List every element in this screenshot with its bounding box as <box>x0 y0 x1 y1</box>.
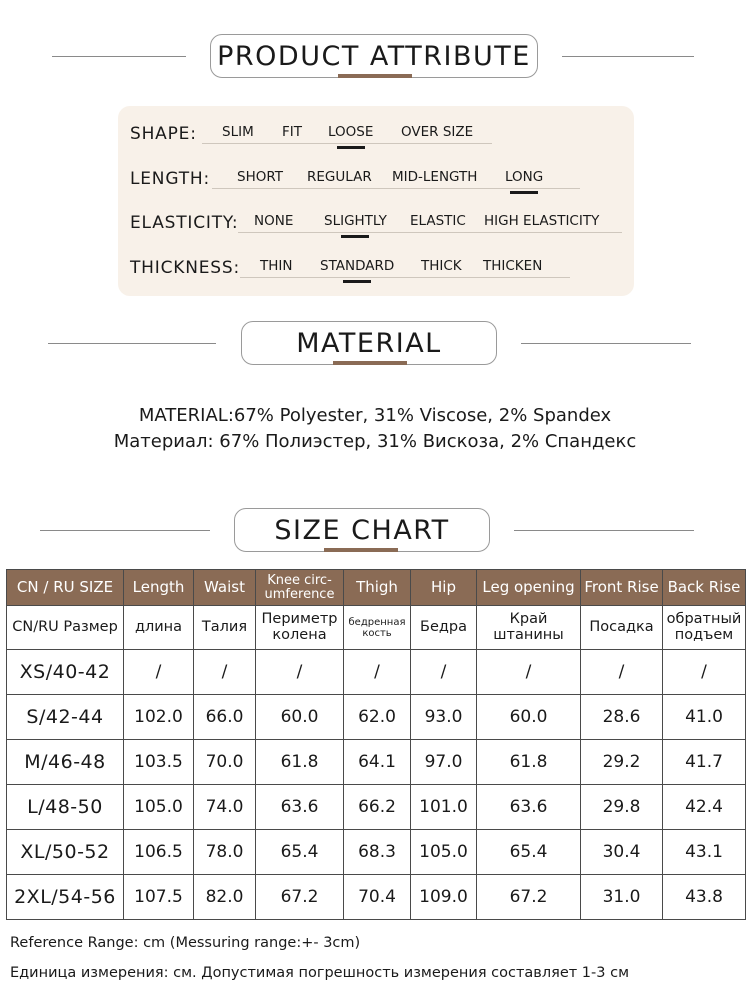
value-cell: 105.0 <box>411 830 477 875</box>
value-cell: 41.0 <box>663 695 746 740</box>
value-cell: / <box>477 650 581 695</box>
header-cell: Thigh <box>344 570 411 606</box>
header-cell-ru: бедренная кость <box>344 606 411 650</box>
size-cell: XS/40-42 <box>7 650 124 695</box>
divider-line-right <box>521 343 691 344</box>
attribute-label: LENGTH: <box>130 169 210 189</box>
value-cell: / <box>663 650 746 695</box>
value-cell: 70.4 <box>344 875 411 920</box>
attribute-option-selected: SLIGHTLY <box>324 213 387 229</box>
size-cell: S/42-44 <box>7 695 124 740</box>
header-cell-ru: Край штанины <box>477 606 581 650</box>
divider-line-right <box>514 530 694 531</box>
attribute-option: REGULAR <box>307 169 372 185</box>
section-title-size-chart: SIZE CHART <box>234 508 490 552</box>
header-cell: Length <box>124 570 194 606</box>
value-cell: 65.4 <box>256 830 344 875</box>
value-cell: 31.0 <box>581 875 663 920</box>
attribute-label: THICKNESS: <box>130 258 240 278</box>
header-cell: CN / RU SIZE <box>7 570 124 606</box>
value-cell: 67.2 <box>477 875 581 920</box>
size-cell: 2XL/54-56 <box>7 875 124 920</box>
value-cell: 74.0 <box>194 785 256 830</box>
value-cell: 78.0 <box>194 830 256 875</box>
table-header-row-ru <box>7 606 746 650</box>
value-cell: / <box>411 650 477 695</box>
value-cell: 60.0 <box>477 695 581 740</box>
divider-line-left <box>48 343 216 344</box>
table-row <box>7 650 746 695</box>
attribute-row-shape <box>118 110 634 150</box>
header-cell: Knee circ-umference <box>256 570 344 606</box>
size-chart-table <box>6 569 746 920</box>
attribute-row-thickness <box>118 244 634 284</box>
divider-line-left <box>52 56 186 57</box>
attribute-panel <box>118 106 634 296</box>
table-header-row-en <box>7 570 746 606</box>
section-title-material: MATERIAL <box>241 321 497 365</box>
heading-accent-bar <box>338 74 412 78</box>
size-cell: M/46-48 <box>7 740 124 785</box>
heading-accent-bar <box>324 548 398 552</box>
attribute-underline <box>212 188 580 189</box>
table-row <box>7 695 746 740</box>
header-cell-ru: CN/RU Размер <box>7 606 124 650</box>
attribute-underline <box>202 143 492 144</box>
header-cell-ru: Посадка <box>581 606 663 650</box>
attribute-option: SLIM <box>222 124 254 140</box>
value-cell: 97.0 <box>411 740 477 785</box>
table-row <box>7 740 746 785</box>
attribute-row-length <box>118 155 634 195</box>
value-cell: 29.8 <box>581 785 663 830</box>
header-cell-ru: обратный подъем <box>663 606 746 650</box>
section-title-product-attribute: PRODUCT ATTRIBUTE <box>210 34 538 78</box>
product-attribute-section-header <box>0 34 750 78</box>
attribute-label: ELASTICITY: <box>130 213 239 233</box>
value-cell: 64.1 <box>344 740 411 785</box>
value-cell: 30.4 <box>581 830 663 875</box>
attribute-option: NONE <box>254 213 294 229</box>
value-cell: 63.6 <box>477 785 581 830</box>
header-cell-ru: Бедра <box>411 606 477 650</box>
value-cell: 109.0 <box>411 875 477 920</box>
attribute-option: SHORT <box>237 169 283 185</box>
divider-line-right <box>562 56 694 57</box>
value-cell: 63.6 <box>256 785 344 830</box>
table-row <box>7 875 746 920</box>
header-cell-ru: Талия <box>194 606 256 650</box>
size-cell: XL/50-52 <box>7 830 124 875</box>
value-cell: / <box>194 650 256 695</box>
value-cell: 42.4 <box>663 785 746 830</box>
value-cell: 28.6 <box>581 695 663 740</box>
value-cell: 101.0 <box>411 785 477 830</box>
value-cell: / <box>344 650 411 695</box>
value-cell: 43.8 <box>663 875 746 920</box>
value-cell: 62.0 <box>344 695 411 740</box>
material-composition-en: MATERIAL:67% Polyester, 31% Viscose, 2% Spandex <box>138 405 612 426</box>
attribute-option: THICK <box>421 258 462 274</box>
value-cell: 61.8 <box>477 740 581 785</box>
material-section-header <box>0 321 750 365</box>
attribute-option: FIT <box>282 124 302 140</box>
table-row <box>7 785 746 830</box>
divider-line-left <box>40 530 210 531</box>
reference-range-note: Reference Range: cm (Messuring range:+- 3cm) <box>10 935 361 951</box>
value-cell: 60.0 <box>256 695 344 740</box>
attribute-row-elasticity <box>118 199 634 239</box>
value-cell: 61.8 <box>256 740 344 785</box>
value-cell: 66.0 <box>194 695 256 740</box>
header-cell-ru: Периметр колена <box>256 606 344 650</box>
attribute-option: THIN <box>260 258 293 274</box>
value-cell: 103.5 <box>124 740 194 785</box>
attribute-option: HIGH ELASTICITY <box>484 213 600 229</box>
heading-accent-bar <box>333 361 407 365</box>
attribute-option: OVER SIZE <box>401 124 474 140</box>
value-cell: 41.7 <box>663 740 746 785</box>
attribute-underline <box>240 277 570 278</box>
value-cell: 65.4 <box>477 830 581 875</box>
header-cell: Back Rise <box>663 570 746 606</box>
value-cell: 68.3 <box>344 830 411 875</box>
value-cell: / <box>581 650 663 695</box>
value-cell: 66.2 <box>344 785 411 830</box>
measurement-unit-note: Единица измерения: см. Допустимая погрешность измерения составляет 1-3 см <box>10 965 630 981</box>
value-cell: 43.1 <box>663 830 746 875</box>
value-cell: 102.0 <box>124 695 194 740</box>
attribute-underline <box>238 232 622 233</box>
value-cell: / <box>256 650 344 695</box>
header-cell: Leg opening <box>477 570 581 606</box>
value-cell: 67.2 <box>256 875 344 920</box>
attribute-option-selected: STANDARD <box>320 258 395 274</box>
size-chart-section-header <box>0 508 750 552</box>
value-cell: 107.5 <box>124 875 194 920</box>
attribute-option-selected: LOOSE <box>328 124 374 140</box>
attribute-option-selected: LONG <box>505 169 544 185</box>
attribute-option: MID-LENGTH <box>392 169 478 185</box>
attribute-option: THICKEN <box>483 258 543 274</box>
value-cell: 29.2 <box>581 740 663 785</box>
value-cell: 93.0 <box>411 695 477 740</box>
value-cell: 105.0 <box>124 785 194 830</box>
size-cell: L/48-50 <box>7 785 124 830</box>
header-cell: Waist <box>194 570 256 606</box>
attribute-option: ELASTIC <box>410 213 466 229</box>
value-cell: 106.5 <box>124 830 194 875</box>
table-row <box>7 830 746 875</box>
header-cell: Hip <box>411 570 477 606</box>
header-cell: Front Rise <box>581 570 663 606</box>
value-cell: 82.0 <box>194 875 256 920</box>
value-cell: / <box>124 650 194 695</box>
material-composition-ru: Материал: 67% Полиэстер, 31% Вискоза, 2% Спандекс <box>113 431 637 452</box>
header-cell-ru: длина <box>124 606 194 650</box>
attribute-label: SHAPE: <box>130 124 197 144</box>
value-cell: 70.0 <box>194 740 256 785</box>
